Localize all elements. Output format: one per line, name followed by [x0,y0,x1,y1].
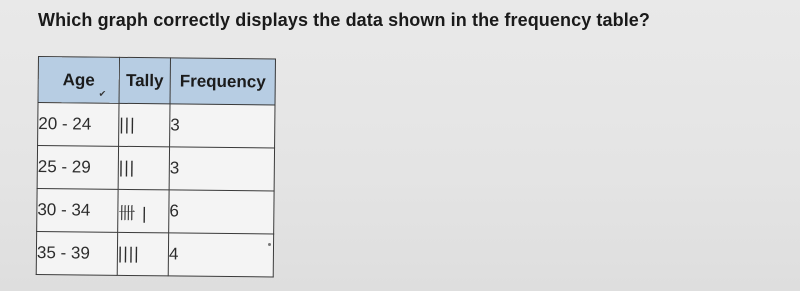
cell-age: 20 - 24 [38,103,119,147]
table-row [37,146,274,191]
frequency-table [36,56,276,277]
cell-tally: |||| [117,232,168,276]
cell-frequency: 3 [170,104,275,148]
table-row [36,231,273,276]
cell-tally: ||| [118,146,169,190]
table-header-row [38,57,275,105]
sort-caret-icon: ✔ [98,88,107,99]
cell-tally: 卌 | [118,189,169,233]
cell-frequency: 6 [169,190,274,234]
header-age-label: Age [62,69,95,90]
table-row [37,188,274,233]
cell-age: 35 - 39 [36,231,117,275]
cell-frequency: 4 [168,233,273,277]
cell-frequency: 3 [169,147,274,191]
header-tally: Tally [119,57,170,104]
header-age [38,57,119,104]
cell-tally: ||| [119,103,170,147]
header-frequency: Frequency [170,58,275,105]
screen-speck [268,243,271,246]
cell-age: 30 - 34 [37,188,118,232]
cell-age: 25 - 29 [37,146,118,190]
table-row [38,103,275,148]
question-text: Which graph correctly displays the data shown in the frequency table? [38,10,651,30]
